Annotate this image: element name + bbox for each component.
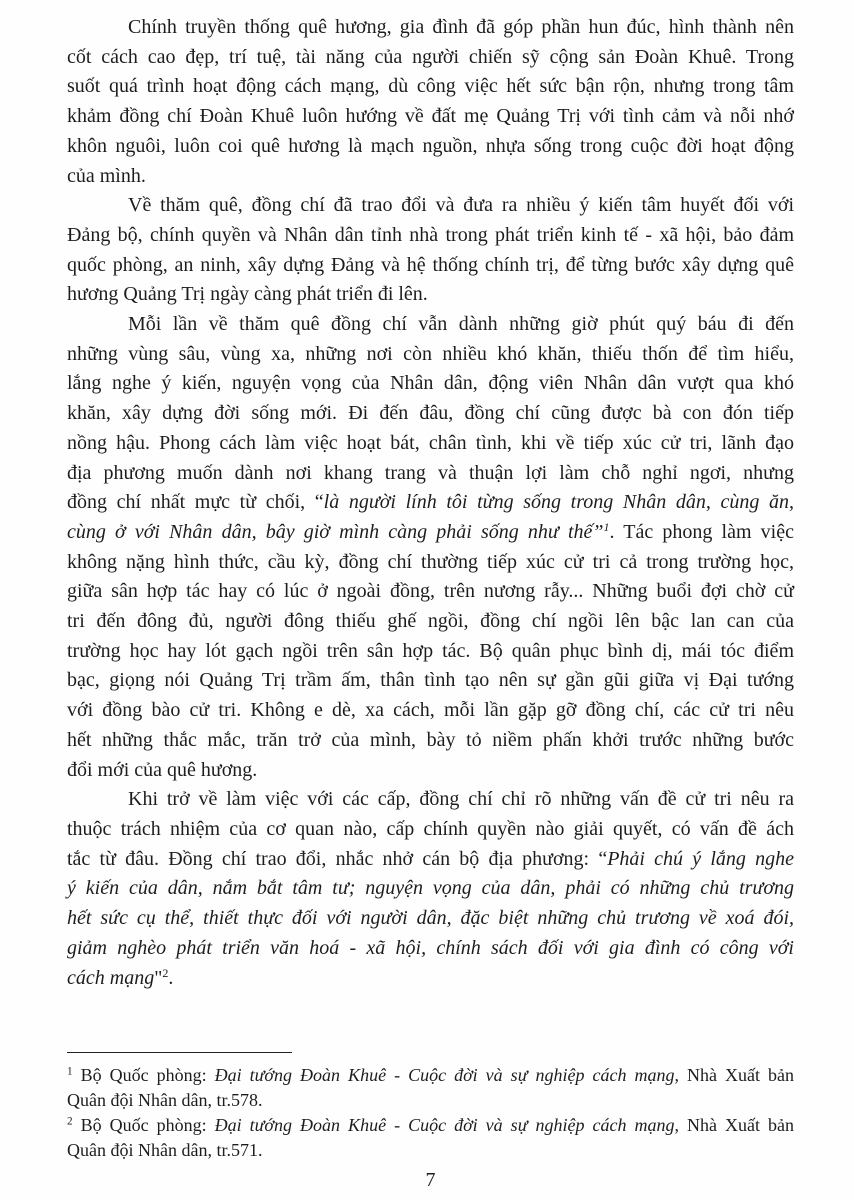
text-run: suốt quá trình hoạt động cách mạng, dù công việc hết sức bận rộn, nhưng trong tâm <box>67 75 794 98</box>
text-run: không nặng hình thức, cầu kỳ, đồng chí thường tiếp xúc cử tri cả trong trường học, <box>67 550 794 573</box>
italic-text: giảm nghèo phát triển văn hoá - xã hội, chính sách đối với gia đình có công với <box>67 936 794 959</box>
text-line <box>67 1113 794 1138</box>
text-run: Về thăm quê, đồng chí đã trao đổi và đưa ra nhiều ý kiến tâm huyết đối với <box>128 194 794 217</box>
text-run: tri đến đông đủ, người đông thiếu ghế ngồi, đồng chí ngồi lên bậc lan can của <box>67 610 794 633</box>
text-line <box>67 162 794 192</box>
text-line <box>67 251 794 281</box>
text-run: . <box>168 966 174 989</box>
text-line <box>67 845 794 875</box>
text-line <box>67 459 794 489</box>
text-line <box>67 904 794 934</box>
text-run: đổi mới của quê hương. <box>67 758 258 781</box>
text-run: quốc phòng, an ninh, xây dựng Đảng và hệ thống chính trị, để từng bước xây dựng quê <box>67 253 794 276</box>
text-line <box>67 577 794 607</box>
text-line <box>67 132 794 162</box>
italic-text: Đại tướng Đoàn Khuê - Cuộc đời và sự nghiệp cách mạng <box>214 1115 675 1135</box>
text-line <box>67 102 794 132</box>
text-run: Đảng bộ, chính quyền và Nhân dân tỉnh nhà trong phát triển kinh tế - xã hội, bảo đảm <box>67 223 794 246</box>
text-run: địa phương muốn dành nơi khang trang và thuận lợi làm chỗ nghỉ ngơi, nhưng <box>67 461 794 484</box>
body-text <box>67 13 794 993</box>
text-line <box>67 310 794 340</box>
text-line <box>67 429 794 459</box>
text-line <box>67 399 794 429</box>
footnote-reference: 1 <box>67 1065 73 1078</box>
italic-text: cách mạng <box>67 966 155 989</box>
text-line <box>67 756 794 786</box>
text-line <box>67 785 794 815</box>
footnote-reference: 1 <box>603 519 610 534</box>
text-line <box>67 280 794 310</box>
text-line <box>67 1138 794 1163</box>
text-line <box>67 607 794 637</box>
text-line <box>67 13 794 43</box>
italic-text: ý kiến của dân, nắm bắt tâm tư; nguyện vọng của dân, phải có những chủ trương <box>67 877 794 900</box>
text-line <box>67 964 794 994</box>
text-run: Quân đội Nhân dân, tr.578. <box>67 1090 263 1110</box>
text-run: với đồng bào cử tri. Không e dè, xa cách, mỗi lần gặp gỡ đồng chí, các cử tri nêu <box>67 699 794 722</box>
text-line <box>67 369 794 399</box>
page-number: 7 <box>425 1169 436 1191</box>
footnotes <box>67 1063 794 1163</box>
text-line <box>67 340 794 370</box>
footnote <box>67 1113 794 1163</box>
text-run: Chính truyền thống quê hương, gia đình đã góp phần hun đúc, hình thành nên <box>128 16 794 38</box>
text-line <box>67 488 794 518</box>
paragraph <box>67 785 794 993</box>
italic-text: là người lính tôi từng sống trong Nhân dân, cùng ăn, <box>323 491 794 514</box>
text-line <box>67 1088 794 1113</box>
italic-text: cùng ở với Nhân dân, bây giờ mình càng phải sống như thế” <box>67 520 604 543</box>
text-run: Bộ Quốc phòng: <box>72 1065 215 1085</box>
footnote-reference: 2 <box>67 1115 73 1128</box>
text-line <box>67 191 794 221</box>
text-run: Quân đội Nhân dân, tr.571. <box>67 1140 263 1160</box>
italic-text: Phải chú ý lắng nghe <box>607 847 794 870</box>
text-line <box>67 815 794 845</box>
text-line <box>67 637 794 667</box>
footnote-separator <box>67 1052 292 1053</box>
text-run: khôn nguôi, luôn coi quê hương là mạch nguồn, nhựa sống trong cuộc đời hoạt động <box>67 134 794 157</box>
text-line <box>67 726 794 756</box>
text-line <box>67 72 794 102</box>
text-run: Mỗi lần về thăm quê đồng chí vẫn dành những giờ phút quý báu đi đến <box>128 313 794 336</box>
text-line <box>67 1063 794 1088</box>
text-run: khăn, xây dựng đời sống mới. Đi đến đâu, đồng chí cũng được bà con đón tiếp <box>67 402 794 425</box>
italic-text: hết sức cụ thể, thiết thực đối với người dân, đặc biệt những chủ trương về xoá đói, <box>67 907 794 930</box>
text-run: , Nhà Xuất bản <box>674 1065 794 1085</box>
text-run: thuộc trách nhiệm của cơ quan nào, cấp chính quyền nào giải quyết, có vấn đề ách <box>67 817 794 840</box>
text-run: hương Quảng Trị ngày càng phát triển đi lên. <box>67 283 428 306</box>
text-line <box>67 666 794 696</box>
text-line <box>67 221 794 251</box>
text-run: Bộ Quốc phòng: <box>72 1115 215 1135</box>
text-run: tắc từ đâu. Đồng chí trao đổi, nhắc nhở cán bộ địa phương: “ <box>67 847 608 870</box>
text-line <box>67 548 794 578</box>
text-run: , Nhà Xuất bản <box>674 1115 794 1135</box>
text-run: " <box>154 966 163 989</box>
italic-text: Đại tướng Đoàn Khuê - Cuộc đời và sự nghiệp cách mạng <box>214 1065 675 1085</box>
text-run: Khi trở về làm việc với các cấp, đồng chí chỉ rõ những vấn đề cử tri nêu ra <box>128 788 794 811</box>
text-run: nồng hậu. Phong cách làm việc hoạt bát, chân tình, khi về tiếp xúc cử tri, lãnh đạo <box>67 431 794 454</box>
text-run: những vùng sâu, vùng xa, những nơi còn nhiều khó khăn, thiếu thốn để tìm hiểu, <box>67 342 794 365</box>
text-run: đồng chí nhất mực từ chối, “ <box>67 491 324 514</box>
text-line <box>67 874 794 904</box>
text-run: của mình. <box>67 164 146 187</box>
paragraph <box>67 191 794 310</box>
paragraph <box>67 13 794 191</box>
footnote <box>67 1063 794 1113</box>
text-line <box>67 518 794 548</box>
text-line <box>67 43 794 73</box>
text-run: trường học hay lót gạch ngồi trên sân hợp tác. Bộ quân phục bình dị, mái tóc điểm <box>67 639 794 662</box>
text-run: giữa sân hợp tác hay có lúc ở ngoài đồng, trên nương rẫy... Những buổi đợi chờ cử <box>67 580 794 603</box>
footnote-reference: 2 <box>162 965 169 980</box>
paragraph <box>67 310 794 785</box>
text-line <box>67 934 794 964</box>
text-run: . Tác phong làm việc <box>609 520 794 543</box>
text-run: cốt cách cao đẹp, trí tuệ, tài năng của người chiến sỹ cộng sản Đoàn Khuê. Trong <box>67 45 794 68</box>
text-run: hết những thắc mắc, trăn trở của mình, bày tỏ niềm phấn khởi trước những bước <box>67 728 794 751</box>
text-run: khảm đồng chí Đoàn Khuê luôn hướng về đất mẹ Quảng Trị với tình cảm và nỗi nhớ <box>67 105 794 128</box>
text-run: lắng nghe ý kiến, nguyện vọng của Nhân dân, động viên Nhân dân vượt qua khó <box>67 372 794 395</box>
text-run: bạc, giọng nói Quảng Trị trầm ấm, thân tình tạo nên sự gần gũi giữa vị Đại tướng <box>67 669 794 692</box>
text-line <box>67 696 794 726</box>
